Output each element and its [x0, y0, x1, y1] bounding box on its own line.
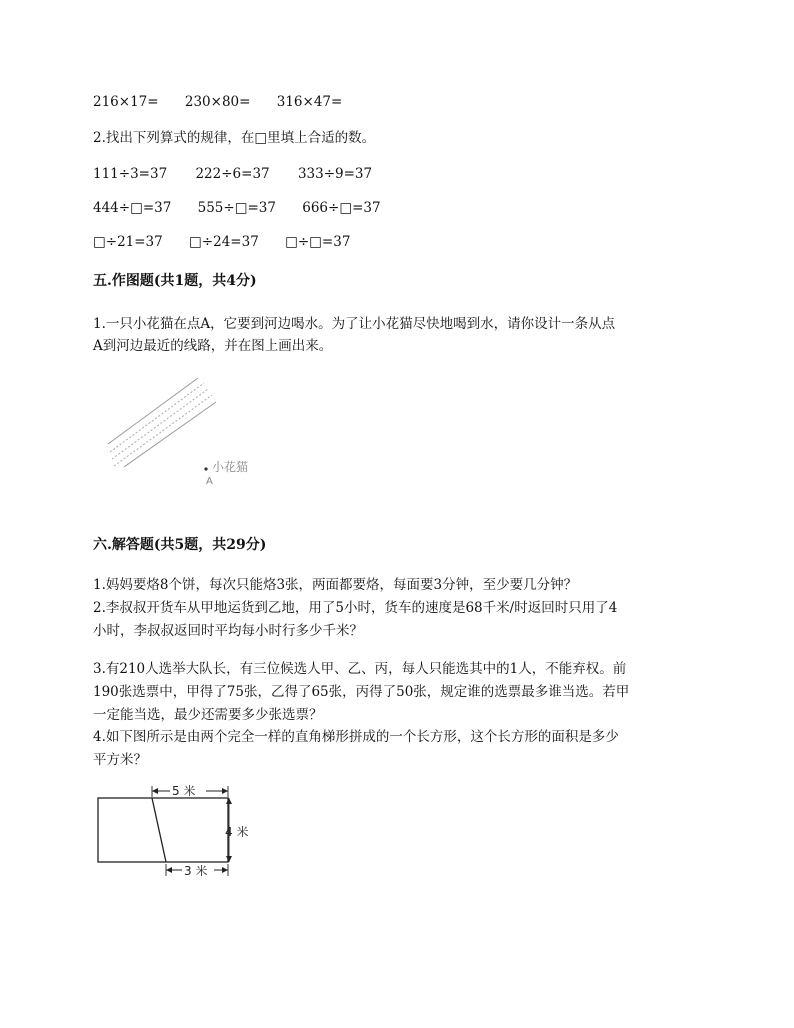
river-wave-line-1 — [110, 383, 204, 452]
q2-row2-item-1: 444÷□=37 — [93, 200, 172, 216]
q2-row3-item-2: □÷24=37 — [189, 234, 259, 250]
river-figure — [100, 372, 280, 492]
section6-q3-line2: 190张选票中，甲得了75张，乙得了65张，丙得了50张，规定谁的选票最多谁当选。若甲 — [93, 684, 630, 700]
river-wave-line-2 — [112, 389, 208, 459]
right-arrow-top — [226, 798, 232, 804]
q2-row3-item-3: □÷□=37 — [285, 234, 351, 250]
river-bank-line-2 — [124, 402, 216, 467]
q2-row2-item-2: 555÷□=37 — [197, 200, 276, 216]
section5-heading: 五.作图题(共1题，共4分) — [93, 273, 257, 289]
section6-q3-line3: 一定能当选，最少还需要多少张选票？ — [93, 707, 323, 723]
bottom-arrow-left — [166, 867, 172, 873]
river-bank-line — [108, 378, 198, 444]
top-arrow-left — [152, 788, 158, 794]
section6-q1: 1.妈妈要烙8个饼，每次只能烙3张，两面都要烙，每面要3分钟，至少要几分钟？ — [93, 577, 578, 593]
q2-row1-item-2: 222÷6=37 — [195, 166, 270, 182]
trapezoid-divider — [152, 798, 166, 862]
point-a-dot — [204, 467, 207, 470]
q2-prompt: 2.找出下列算式的规律，在□里填上合适的数。 — [93, 130, 376, 146]
q2-row3-item-1: □÷21=37 — [93, 234, 163, 250]
cat-label: 小花猫 — [212, 460, 249, 474]
bottom-arrow-right — [222, 867, 228, 873]
section6-q4-line2: 平方米？ — [93, 752, 147, 768]
section6-q3-line1: 3.有210人选举大队长，有三位候选人甲、乙、丙，每人只能选其中的1人，不能弃权。前 — [93, 661, 627, 677]
q2-row2-item-3: 666÷□=37 — [302, 200, 381, 216]
section5-q1-line2: A到河边最近的线路，并在图上画出来。 — [93, 338, 333, 354]
calc-item-2: 230×80= — [184, 94, 251, 110]
q2-row-2 — [93, 199, 381, 217]
q2-row1-item-3: 333÷9=37 — [297, 166, 373, 182]
point-a-label: A — [206, 476, 213, 487]
river-wave-line-3 — [114, 395, 212, 466]
section6-heading: 六.解答题(共5题，共29分) — [93, 537, 267, 553]
section6-q2-line1: 2.李叔叔开货车从甲地运货到乙地，用了5小时，货车的速度是68千米/时返回时只用了4 — [93, 600, 618, 616]
right-dimension-label: 4 米 — [225, 825, 249, 839]
q2-row1-item-1: 111÷3=37 — [93, 166, 168, 182]
top-dimension-label: 5 米 — [172, 784, 196, 798]
calc-row — [93, 93, 342, 111]
right-arrow-bottom — [226, 856, 232, 862]
rectangle-outline — [98, 798, 228, 862]
rectangle-figure — [92, 780, 272, 880]
section6-q4-line1: 4.如下图所示是由两个完全一样的直角梯形拼成的一个长方形，这个长方形的面积是多少 — [93, 729, 619, 745]
top-arrow-right — [222, 788, 228, 794]
q2-row-1 — [93, 165, 372, 183]
section6-q2-line2: 小时，李叔叔返回时平均每小时行多少千米？ — [93, 623, 363, 639]
bottom-dimension-label: 3 米 — [184, 864, 208, 878]
calc-item-3: 316×47= — [276, 94, 343, 110]
section5-q1-line1: 1.一只小花猫在点A，它要到河边喝水。为了让小花猫尽快地喝到水，请你设计一条从点 — [93, 316, 616, 332]
q2-row-3 — [93, 233, 350, 251]
calc-item-1: 216×17= — [93, 94, 159, 110]
